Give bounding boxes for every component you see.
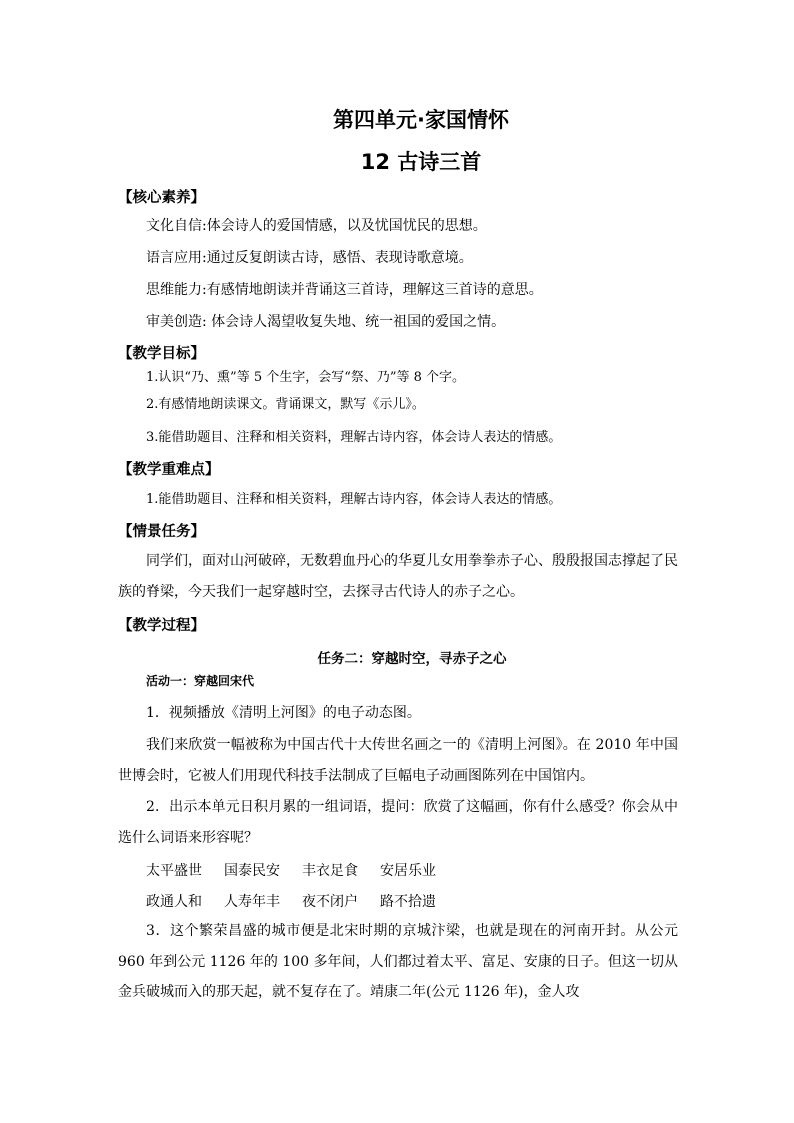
word-row-1	[146, 860, 458, 880]
word: 路不拾遗	[380, 894, 436, 910]
paragraph-1: 我们来欣赏一幅被称为中国古代十大传世名画之一的《清明上河图》。在 2010 年中国世博会时，它被人们用现代科技手法制成了巨幅电子动画图陈列在中国馆内。	[118, 737, 678, 784]
scenario-text: 同学们，面对山河破碎，无数碧血丹心的华夏儿女用拳拳赤子心、殷殷报国志撑起了民族的脊梁，今天我们一起穿越时空，去探寻古代诗人的赤子之心。	[118, 553, 678, 600]
paragraph-2: 2．出示本单元日积月累的一组词语，提问：欣赏了这幅画，你有什么感受？你会从中选什么词语来形容呢？	[118, 799, 678, 846]
word: 太平盛世	[146, 863, 202, 879]
unit-title: 第四单元·家国情怀	[333, 108, 509, 132]
scenario-heading: 【情景任务】	[118, 524, 205, 540]
core-item-4: 审美创造: 体会诗人渴望收复失地、统一祖国的爱国之情。	[146, 314, 506, 330]
word: 国泰民安	[224, 863, 280, 879]
word: 丰衣足食	[302, 863, 358, 879]
word: 人寿年丰	[224, 894, 280, 910]
key-heading: 【教学重难点】	[118, 462, 220, 478]
step-1: 1．视频播放《清明上河图》的电子动态图。	[146, 705, 421, 721]
core-heading: 【核心素养】	[118, 190, 205, 206]
process-heading: 【教学过程】	[118, 618, 205, 634]
word: 政通人和	[146, 894, 202, 910]
goals-heading: 【教学目标】	[118, 346, 205, 362]
core-item-3: 思维能力:有感情地朗读并背诵这三首诗，理解这三首诗的意思。	[146, 282, 543, 298]
task-title: 任务二：穿越时空，寻赤子之心	[317, 651, 507, 667]
word-row-2	[146, 891, 458, 911]
core-item-2: 语言应用:通过反复朗读古诗，感悟、表现诗歌意境。	[146, 250, 473, 266]
word: 夜不闭户	[302, 894, 358, 910]
lesson-title: 12 古诗三首	[360, 150, 482, 174]
goal-item-2: 2.有感情地朗读课文。背诵课文，默写《示儿》。	[146, 397, 425, 412]
goal-item-3: 3.能借助题目、注释和相关资料，理解古诗内容，体会诗人表达的情感。	[146, 430, 562, 445]
paragraph-3: 3．这个繁荣昌盛的城市便是北宋时期的京城汴梁，也就是现在的河南开封。从公元 960 年到公元 1126 年的 100 多年间，人们都过着太平、富足、安康的日子。但这一切从金兵破城而入的那天起，就不复存在了。靖康二年(公元 1126 年)，金人攻	[118, 923, 678, 1000]
goal-item-1: 1.认识“乃、熏”等 5 个生字，会写“祭、乃”等 8 个字。	[146, 370, 466, 385]
activity-title: 活动一：穿越回宋代	[146, 674, 255, 688]
core-item-1: 文化自信:体会诗人的爱国情感，以及忧国忧民的思想。	[146, 218, 487, 234]
key-item-1: 1.能借助题目、注释和相关资料，理解古诗内容，体会诗人表达的情感。	[146, 492, 562, 507]
word: 安居乐业	[380, 863, 436, 879]
